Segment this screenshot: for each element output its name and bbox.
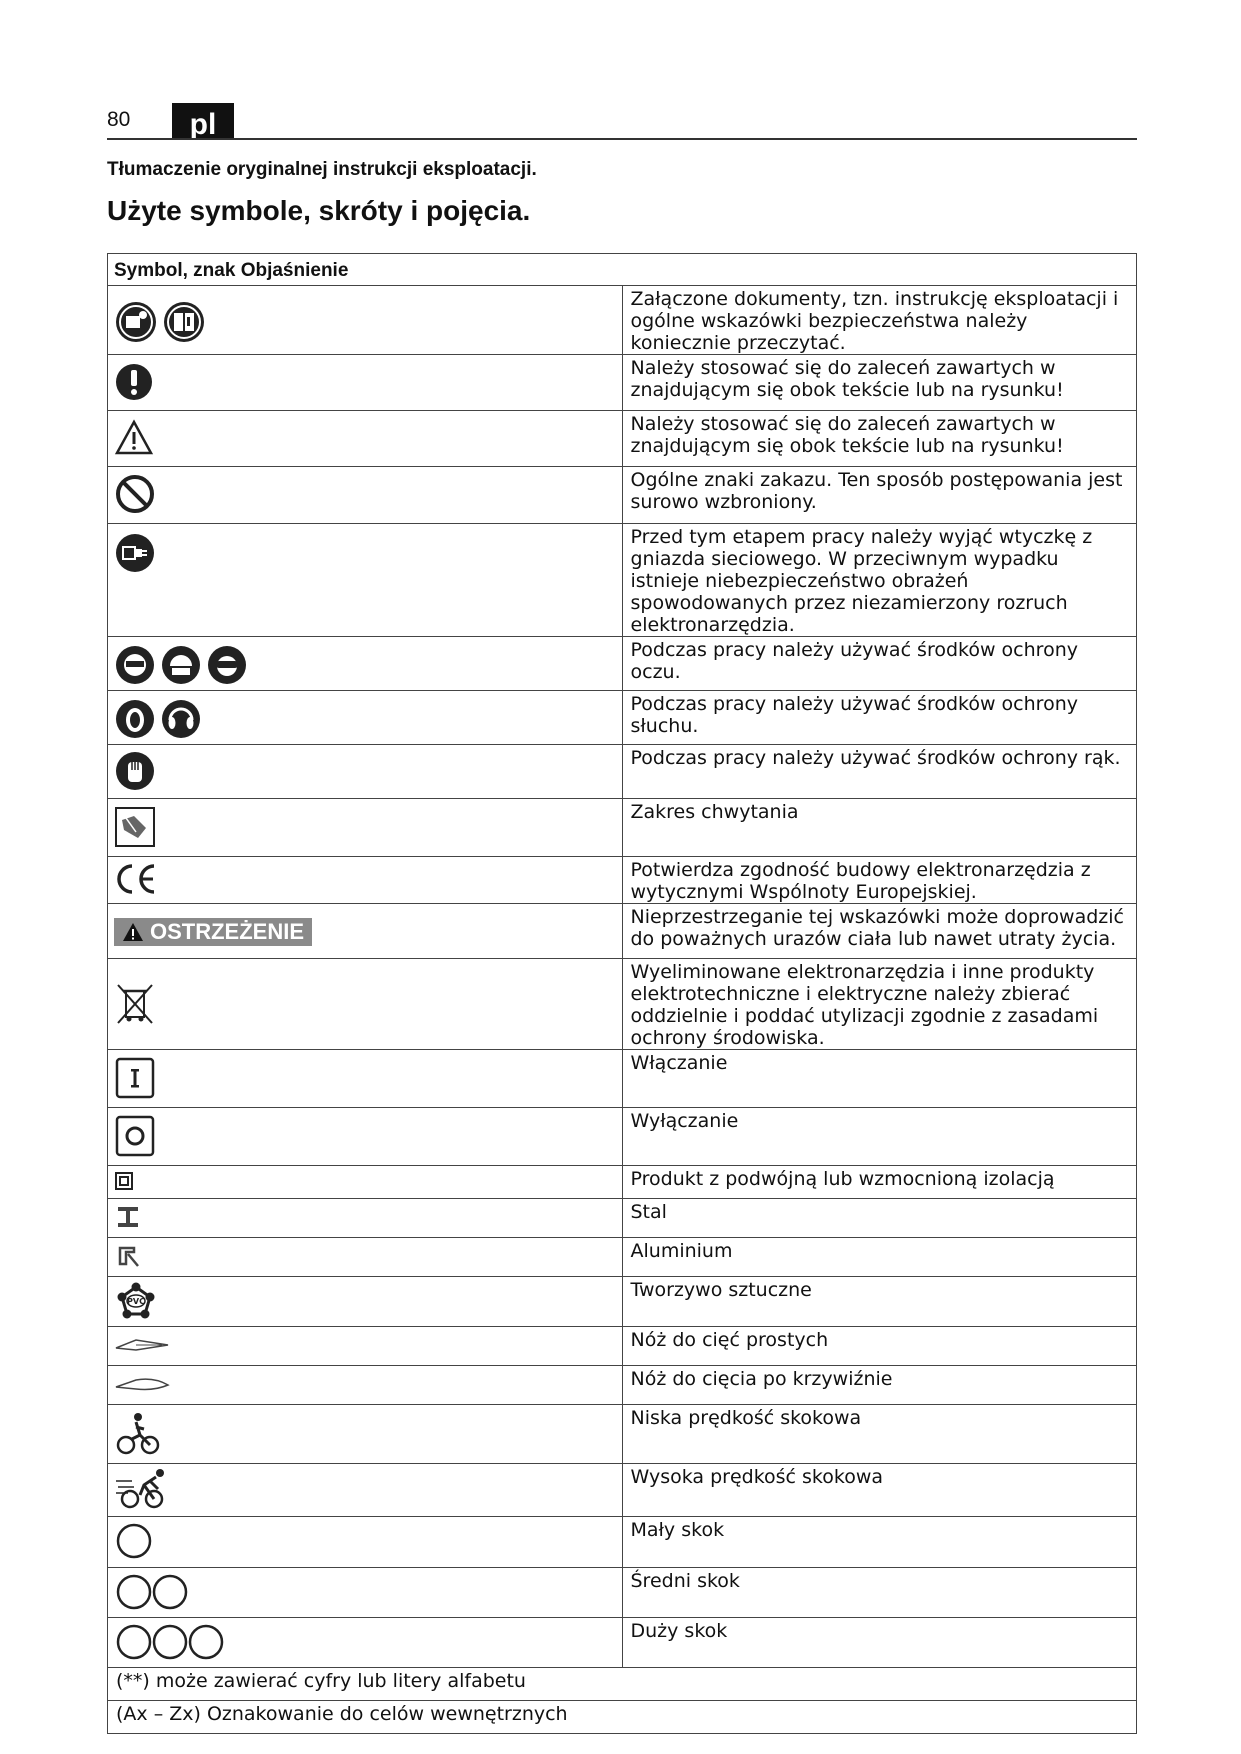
symbol-cell — [108, 1277, 623, 1327]
pvc-label: PVC — [127, 1296, 145, 1306]
table-row — [108, 286, 1137, 355]
symbol-cell — [108, 1464, 623, 1517]
book-icon — [162, 300, 206, 344]
symbol-cell — [108, 1238, 623, 1277]
description-cell: Stal — [622, 1199, 1137, 1238]
table-row — [108, 1668, 1137, 1701]
description-cell: Potwierdza zgodność budowy elektronarzędzia z wytycznymi Wspólnoty Europejskiej. — [622, 857, 1137, 904]
table-row — [108, 857, 1137, 904]
table-row — [108, 524, 1137, 637]
symbol-cell — [108, 691, 623, 745]
straight-blade-icon — [114, 1334, 170, 1356]
page-title: Użyte symbole, skróty i pojęcia. — [107, 195, 531, 226]
table-row — [108, 1108, 1137, 1166]
description-cell: Nóż do cięcia po krzywiźnie — [622, 1366, 1137, 1405]
symbol-cell — [108, 904, 623, 959]
table-row — [108, 1618, 1137, 1668]
page-number: 80 — [107, 108, 131, 131]
crossed-bin-icon — [114, 981, 156, 1025]
table-row — [108, 1050, 1137, 1108]
description-cell: Wyeliminowane elektronarzędzia i inne produkty elektrotechniczne i elektryczne należy zbierać oddzielnie i poddać utylizacji zgodnie z zasadami ochrony środowiska. — [622, 959, 1137, 1050]
table-row — [108, 637, 1137, 691]
symbol-cell — [108, 1405, 623, 1464]
description-cell: Podczas pracy należy używać środków ochrony oczu. — [622, 637, 1137, 691]
symbol-cell — [108, 1517, 623, 1568]
fast-cyclist-icon — [114, 1467, 170, 1511]
symbol-cell — [108, 1366, 623, 1405]
table-row — [108, 1405, 1137, 1464]
table-row — [108, 1568, 1137, 1618]
symbol-cell — [108, 1050, 623, 1108]
table-row — [108, 1199, 1137, 1238]
footnote: (Ax – Zx) Oznakowanie do celów wewnętrznych — [108, 1701, 1137, 1734]
symbol-cell — [108, 745, 623, 799]
description-cell: Mały skok — [622, 1517, 1137, 1568]
table-header-row — [108, 254, 1137, 286]
symbol-cell — [108, 1108, 623, 1166]
symbol-cell — [108, 411, 623, 467]
symbols-table — [107, 253, 1137, 1734]
earmuffs-icon — [114, 698, 156, 740]
plastic-pvc-icon — [114, 1281, 158, 1321]
description-cell: Tworzywo sztuczne — [622, 1277, 1137, 1327]
unplug-icon — [114, 532, 156, 574]
table-row — [108, 1517, 1137, 1568]
switch-on-icon — [114, 1056, 156, 1100]
warning-triangle-icon — [114, 419, 154, 457]
table-row — [108, 1238, 1137, 1277]
one-circle-icon — [114, 1521, 154, 1561]
description-cell: Przed tym etapem pracy należy wyjąć wtyczkę z gniazda sieciowego. W przeciwnym wypadku istnieje niebezpieczeństwo obrażeń spowodowanych przez niezamierzony rozruch elektronarzędzia. — [622, 524, 1137, 637]
earmuffs-icon — [160, 698, 202, 740]
two-circles-icon — [114, 1572, 190, 1612]
symbol-cell — [108, 524, 623, 637]
table-row — [108, 959, 1137, 1050]
table-row — [108, 355, 1137, 411]
table-row — [108, 1366, 1137, 1405]
mandatory-action-icon — [114, 362, 154, 402]
symbol-cell — [108, 959, 623, 1050]
description-cell: Niska prędkość skokowa — [622, 1405, 1137, 1464]
gloves-icon — [114, 750, 156, 792]
aluminium-profile-icon — [114, 1242, 142, 1270]
table-row — [108, 1701, 1137, 1734]
description-cell: Nieprzestrzeganie tej wskazówki może doprowadzić do poważnych urazów ciała lub nawet utraty życia. — [622, 904, 1137, 959]
read-instructions-icon — [114, 300, 158, 344]
symbol-cell — [108, 467, 623, 524]
table-row — [108, 745, 1137, 799]
steel-beam-icon — [114, 1203, 142, 1231]
prohibition-icon — [114, 473, 156, 515]
warning-triangle-icon — [122, 922, 144, 942]
description-cell: Należy stosować się do zaleceń zawartych w znajdującym się obok tekście lub na rysunku! — [622, 411, 1137, 467]
description-cell: Wyłączanie — [622, 1108, 1137, 1166]
table-row — [108, 1277, 1137, 1327]
ce-mark-icon — [114, 862, 160, 896]
header-rule — [107, 138, 1137, 140]
table-row — [108, 1166, 1137, 1199]
helmet-visor-icon — [160, 644, 202, 686]
table-row — [108, 467, 1137, 524]
curved-blade-icon — [114, 1373, 170, 1395]
description-cell: Podczas pracy należy używać środków ochrony rąk. — [622, 745, 1137, 799]
description-cell: Produkt z podwójną lub wzmocnioną izolacją — [622, 1166, 1137, 1199]
warning-badge-label: OSTRZEŻENIE — [150, 919, 305, 944]
table-row — [108, 691, 1137, 745]
description-cell: Duży skok — [622, 1618, 1137, 1668]
symbol-cell — [108, 1166, 623, 1199]
description-cell: Zakres chwytania — [622, 799, 1137, 857]
description-cell: Włączanie — [622, 1050, 1137, 1108]
document-subtitle: Tłumaczenie oryginalnej instrukcji eksploatacji. — [107, 159, 537, 180]
symbol-cell — [108, 1618, 623, 1668]
description-cell: Ogólne znaki zakazu. Ten sposób postępowania jest surowo wzbroniony. — [622, 467, 1137, 524]
table-row — [108, 904, 1137, 959]
description-cell: Nóż do cięć prostych — [622, 1327, 1137, 1366]
description-cell: Podczas pracy należy używać środków ochrony słuchu. — [622, 691, 1137, 745]
symbol-cell — [108, 857, 623, 904]
face-shield-icon — [114, 644, 156, 686]
footnote: (**) może zawierać cyfry lub litery alfabetu — [108, 1668, 1137, 1701]
table-header: Symbol, znak Objaśnienie — [108, 254, 1137, 286]
table-row — [108, 1327, 1137, 1366]
slow-cyclist-icon — [114, 1409, 162, 1457]
switch-off-icon — [114, 1114, 156, 1158]
symbol-cell — [108, 286, 623, 355]
warning-badge — [114, 918, 312, 946]
table-row — [108, 411, 1137, 467]
description-cell: Wysoka prędkość skokowa — [622, 1464, 1137, 1517]
symbol-cell — [108, 637, 623, 691]
symbol-cell — [108, 1327, 623, 1366]
symbol-cell — [108, 1568, 623, 1618]
three-circles-icon — [114, 1622, 226, 1662]
safety-goggles-icon — [206, 644, 248, 686]
description-cell: Aluminium — [622, 1238, 1137, 1277]
symbol-cell — [108, 355, 623, 411]
symbol-cell — [108, 1199, 623, 1238]
description-cell: Załączone dokumenty, tzn. instrukcję eksploatacji i ogólne wskazówki bezpieczeństwa należy koniecznie przeczytać. — [622, 286, 1137, 355]
description-cell: Należy stosować się do zaleceń zawartych w znajdującym się obok tekście lub na rysunku! — [622, 355, 1137, 411]
table-row — [108, 1464, 1137, 1517]
symbol-cell — [108, 799, 623, 857]
description-cell: Średni skok — [622, 1568, 1137, 1618]
double-insulation-icon — [114, 1171, 134, 1191]
language-badge: pl — [172, 103, 234, 139]
grip-area-icon — [114, 806, 156, 848]
table-row — [108, 799, 1137, 857]
